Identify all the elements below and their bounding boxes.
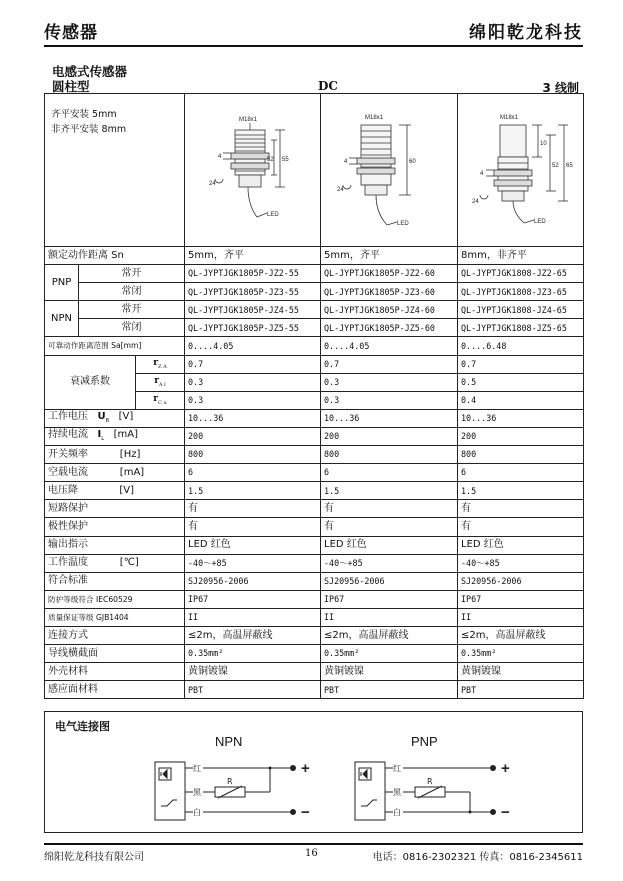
wire-count-label: 3 线制 [542,81,579,95]
d3-dim-4: 4 [480,171,484,177]
short-label: 短路保护 [45,500,185,518]
current-label: 持续电流 $I_L$ [mA] [45,427,185,445]
d1-dim-55: 55 [282,157,289,163]
sensor-drawing-3 [458,95,583,245]
npn-resistor-label: R [227,777,233,786]
d1-dim-52: 52 [267,157,274,163]
standard-value-2: SJ20956-2006 [321,572,458,590]
quality-value-3: II [458,608,584,626]
row-npn-no [45,301,584,319]
ip-label: 防护等级符合 IEC60529 [45,590,185,608]
indicator-label: 输出指示 [45,536,185,554]
current-value-2: 200 [321,427,458,445]
sn-label: 额定动作距离 Sn [45,247,185,265]
row-current [45,427,584,445]
row-section [45,645,584,663]
indicator-value-2: LED 红色 [321,536,458,554]
footer-divider [44,843,583,845]
sn-value-2: 5mm，齐平 [321,247,458,265]
pnp-no-model-1: QL-JYPTJGK1805P-JZ2-55 [185,265,321,283]
attenuation-label: 衰减系数 [45,355,136,409]
voltage-value-1: 10...36 [185,409,321,427]
pnp-plus-terminal [490,765,496,771]
npn-no-label: 常开 [79,301,185,319]
indicator-value-1: LED 红色 [185,536,321,554]
housing-value-1: 黄铜镀镍 [185,663,321,681]
row-voltage [45,409,584,427]
pnp-no-label: 常开 [79,265,185,283]
polarity-value-3: 有 [458,518,584,536]
noload-label: 空载电流 [mA] [45,464,185,482]
drop-value-3: 1.5 [458,482,584,500]
temp-value-1: -40～+85 [185,554,321,572]
npn-white-wire: 白 [193,808,201,817]
section-value-3: 0.35mm² [458,645,584,663]
d2-led-label: LED [397,221,409,227]
pnp-plus-sign: + [501,760,510,777]
npn-plus-sign: + [301,760,310,777]
housing-value-2: 黄铜镀镍 [321,663,458,681]
polarity-value-1: 有 [185,518,321,536]
short-value-3: 有 [458,500,584,518]
att-r1-value-3: 0.7 [458,355,584,373]
drawing-cell-1 [185,94,321,247]
sa-label: 可靠动作距离范围 Sa[mm] [45,337,185,355]
pnp-black-wire: 黑 [393,788,401,797]
indicator-value-3: LED 红色 [458,536,584,554]
att-r3-symbol: $r_{C u}$ [136,391,185,409]
sn-value-1: 5mm，齐平 [185,247,321,265]
footer-contact: 电话：0816-2302321 传真：0816-2345611 [372,852,583,863]
pnp-wiring-diagram [345,750,545,830]
sa-value-2: 0....4.05 [321,337,458,355]
row-conn [45,626,584,644]
temp-value-2: -40～+85 [321,554,458,572]
npn-red-wire: 红 [193,764,201,773]
d1-led-label: LED [267,212,279,218]
att-r1-value-1: 0.7 [185,355,321,373]
npn-nc-label: 常闭 [79,319,185,337]
pnp-resistor-label: R [427,777,433,786]
npn-no-model-2: QL-JYPTJGK1805P-JZ4-60 [321,301,458,319]
conn-value-2: ≤2m，高温屏蔽线 [321,626,458,644]
att-r1-symbol: $r_{Z A}$ [136,355,185,373]
pnp-diagram-title: PNP [411,734,438,749]
att-r3-value-3: 0.4 [458,391,584,409]
short-value-1: 有 [185,500,321,518]
row-temp [45,554,584,572]
conn-label: 连接方式 [45,626,185,644]
d1-thread-label: M18x1 [239,117,258,123]
npn-nc-model-2: QL-JYPTJGK1805P-JZ5-60 [321,319,458,337]
freq-value-2: 800 [321,446,458,464]
wiring-diagram-box [44,711,583,833]
face-value-3: PBT [458,681,584,699]
row-ip [45,590,584,608]
d3-dim-10: 10 [540,141,547,147]
conn-value-3: ≤2m，高温屏蔽线 [458,626,584,644]
d2-thread-label: M18x1 [365,115,384,121]
ip-value-3: IP67 [458,590,584,608]
pnp-nc-label: 常闭 [79,283,185,301]
att-r2-value-1: 0.3 [185,373,321,391]
d3-dim-65: 65 [566,163,573,169]
freq-value-3: 800 [458,446,584,464]
drop-value-2: 1.5 [321,482,458,500]
drop-label: 电压降 [V] [45,482,185,500]
freq-label: 开关频率 [Hz] [45,446,185,464]
standard-label: 符合标准 [45,572,185,590]
section-value-2: 0.35mm² [321,645,458,663]
pnp-nc-model-2: QL-JYPTJGK1805P-JZ3-60 [321,283,458,301]
pnp-nc-model-3: QL-JYPTJGK1808-JZ3-65 [458,283,584,301]
current-value-3: 200 [458,427,584,445]
standard-value-1: SJ20956-2006 [185,572,321,590]
sensor-shape-title: 圆柱型 [52,79,90,94]
mounting-nonflush: 非齐平安装 8mm [51,124,127,135]
quality-value-1: II [185,608,321,626]
npn-wiring-diagram [145,750,345,830]
wiring-title: 电气连接图 [55,720,110,733]
row-npn-nc [45,319,584,337]
sn-value-3: 8mm，非齐平 [458,247,584,265]
npn-nc-model-1: QL-JYPTJGK1805P-JZ5-55 [185,319,321,337]
pnp-minus-terminal [490,809,496,815]
npn-minus-terminal [290,809,296,815]
row-quality [45,608,584,626]
drawing-row [45,94,584,247]
npn-no-model-1: QL-JYPTJGK1805P-JZ4-55 [185,301,321,319]
voltage-label: 工作电压 $U_B$ [V] [45,409,185,427]
row-pnp-nc [45,283,584,301]
d3-thread-label: M18x1 [500,115,519,121]
sensor-drawing-1 [185,95,320,245]
conn-value-1: ≤2m，高温屏蔽线 [185,626,321,644]
mounting-flush: 齐平安装 5mm [51,109,117,120]
npn-label: NPN [45,301,79,337]
spec-table [44,93,584,699]
row-drop [45,482,584,500]
current-value-1: 200 [185,427,321,445]
housing-label: 外壳材料 [45,663,185,681]
temp-value-3: -40～+85 [458,554,584,572]
row-polarity [45,518,584,536]
row-indicator [45,536,584,554]
polarity-value-2: 有 [321,518,458,536]
page-number: 16 [305,848,318,859]
dc-label: DC [318,79,338,93]
pnp-minus-sign: − [501,804,510,821]
noload-value-3: 6 [458,464,584,482]
row-noload [45,464,584,482]
att-r3-value-1: 0.3 [185,391,321,409]
sensor-drawing-2 [321,95,457,245]
att-r2-value-3: 0.5 [458,373,584,391]
d3-dim-24: 24 [472,199,479,205]
section-label: 导线横截面 [45,645,185,663]
noload-value-2: 6 [321,464,458,482]
sa-value-1: 0....4.05 [185,337,321,355]
d1-dim-4: 4 [218,154,222,160]
sa-value-3: 0....6.48 [458,337,584,355]
row-standard [45,572,584,590]
voltage-value-2: 10...36 [321,409,458,427]
pnp-white-wire: 白 [393,808,401,817]
pnp-no-model-2: QL-JYPTJGK1805P-JZ2-60 [321,265,458,283]
pnp-nc-model-1: QL-JYPTJGK1805P-JZ3-55 [185,283,321,301]
d2-dim-4: 4 [344,159,348,165]
sensor-type-title: 电感式传感器 [52,64,128,79]
att-r2-symbol: $r_{A l}$ [136,373,185,391]
temp-label: 工作温度 [℃] [45,554,185,572]
row-freq [45,446,584,464]
header-section-title: 传感器 [44,23,98,43]
d1-dim-24: 24 [209,181,216,187]
noload-value-1: 6 [185,464,321,482]
drawing-cell-2 [321,94,458,247]
drop-value-1: 1.5 [185,482,321,500]
mounting-cell [45,94,185,247]
row-att-1 [45,355,584,373]
row-short [45,500,584,518]
d2-dim-24: 24 [337,187,344,193]
row-housing [45,663,584,681]
footer-company: 绵阳乾龙科技有限公司 [44,852,144,863]
npn-plus-terminal [290,765,296,771]
header-divider [44,45,583,47]
voltage-value-3: 10...36 [458,409,584,427]
npn-no-model-3: QL-JYPTJGK1808-JZ4-65 [458,301,584,319]
d3-dim-52: 52 [552,163,559,169]
standard-value-3: SJ20956-2006 [458,572,584,590]
ip-value-1: IP67 [185,590,321,608]
d2-dim-60: 60 [409,159,416,165]
short-value-2: 有 [321,500,458,518]
freq-value-1: 800 [185,446,321,464]
npn-diagram-title: NPN [215,734,243,749]
row-sn [45,247,584,265]
drawing-cell-3 [458,94,584,247]
face-value-2: PBT [321,681,458,699]
pnp-red-wire: 红 [393,764,401,773]
polarity-label: 极性保护 [45,518,185,536]
att-r2-value-2: 0.3 [321,373,458,391]
housing-value-3: 黄铜镀镍 [458,663,584,681]
ip-value-2: IP67 [321,590,458,608]
row-face [45,681,584,699]
face-value-1: PBT [185,681,321,699]
pnp-label: PNP [45,265,79,301]
att-r1-value-2: 0.7 [321,355,458,373]
npn-minus-sign: − [301,804,310,821]
quality-value-2: II [321,608,458,626]
row-sa [45,337,584,355]
d3-led-label: LED [534,219,546,225]
section-value-1: 0.35mm² [185,645,321,663]
header-company-name: 绵阳乾龙科技 [469,23,583,43]
row-pnp-no [45,265,584,283]
npn-black-wire: 黑 [193,788,201,797]
pnp-no-model-3: QL-JYPTJGK1808-JZ2-65 [458,265,584,283]
quality-label: 质量保证等级 GJB1404 [45,608,185,626]
npn-nc-model-3: QL-JYPTJGK1808-JZ5-65 [458,319,584,337]
att-r3-value-2: 0.3 [321,391,458,409]
face-label: 感应面材料 [45,681,185,699]
